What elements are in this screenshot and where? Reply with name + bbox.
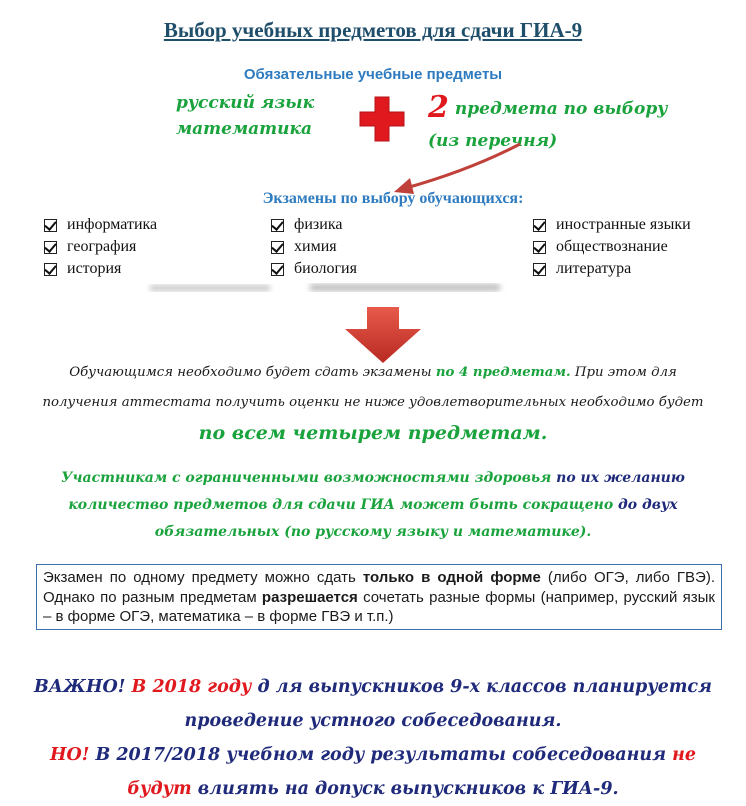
exams-heading: Экзамены по выбору обучающихся: (262, 190, 524, 207)
blurred-line (140, 280, 510, 298)
choice-text: предмета по выбору (454, 99, 668, 119)
exam-label: физика (294, 216, 343, 233)
text-span: до двух (613, 497, 678, 513)
highlight-span: по всем четырем предметам. (198, 422, 548, 444)
checkbox-checked-icon (533, 219, 546, 232)
requirements-paragraph (40, 358, 706, 451)
mandatory-subject-1: русский язык (176, 93, 315, 113)
red-span: НО! (49, 745, 90, 765)
exam-item (533, 258, 691, 280)
bold-span: только в одной форме (362, 569, 541, 586)
text-span: д ля выпускников 9-х классов планируется проведение устного собеседования. (184, 677, 712, 731)
checkbox-checked-icon (533, 241, 546, 254)
mandatory-subject-2: математика (176, 119, 313, 139)
exam-item (533, 214, 691, 236)
exam-label: литература (556, 260, 632, 277)
highlight-span: по 4 предметам. (435, 365, 571, 380)
exam-item (533, 236, 691, 258)
text-span: по их желанию (551, 470, 685, 486)
text-span: ВАЖНО! (34, 677, 126, 697)
checkbox-checked-icon (44, 241, 57, 254)
choice-number: 2 (428, 90, 449, 125)
down-arrow-icon (343, 305, 423, 365)
text-span: (либо ОГЭ, либо ГВЭ). Однако по разным предметам (43, 569, 715, 606)
exam-column-3 (533, 214, 691, 280)
mandatory-subjects (176, 90, 314, 142)
text-span: При этом для получения аттестата получить оценки не ниже удовлетворительных необходимо будет (42, 365, 704, 410)
red-span: В 2018 году (125, 677, 252, 697)
exam-label: иностранные языки (556, 216, 691, 233)
highlight-span: Участникам с ограниченными возможностями здоровья (61, 470, 552, 486)
checkbox-checked-icon (533, 263, 546, 276)
text-span: влиять на допуск выпускников к ГИА-9. (191, 779, 619, 799)
exam-label: география (67, 238, 137, 255)
mandatory-heading: Обязательные учебные предметы (243, 66, 503, 83)
exam-label: информатика (67, 216, 158, 233)
exam-item (44, 236, 157, 258)
important-notice (20, 670, 726, 806)
text-span: сочетать разные формы (например, русский язык – в форме ОГЭ, математика – в форме ГВЭ и т.п.) (43, 588, 715, 625)
exam-column-2 (271, 214, 357, 280)
text-span: В 2017/2018 учебном году результаты собеседования (89, 745, 673, 765)
exam-form-box (36, 564, 722, 630)
page-title: Выбор учебных предметов для сдачи ГИА-9 (163, 18, 583, 42)
text-span: Экзамен по одному предмету можно сдать (43, 569, 363, 586)
red-span: не будут (127, 745, 697, 799)
exam-label: история (67, 260, 122, 277)
text-span: Обучающимся необходимо будет сдать экзамены (69, 365, 436, 380)
checkbox-checked-icon (271, 241, 284, 254)
choice-note: (из перечня) (428, 131, 558, 151)
exam-item (44, 214, 157, 236)
exam-item (271, 236, 357, 258)
exam-label: обществознание (556, 238, 668, 255)
exam-item (271, 214, 357, 236)
highlight-span: обязательных (по русскому языку и математике). (154, 524, 592, 540)
red-plus-icon (358, 95, 406, 143)
bold-span: разрешается (261, 588, 358, 606)
disability-paragraph (40, 465, 706, 546)
checkbox-checked-icon (44, 219, 57, 232)
checkbox-checked-icon (44, 263, 57, 276)
checkbox-checked-icon (271, 219, 284, 232)
exam-item (271, 258, 357, 280)
exam-column-1 (44, 214, 157, 280)
exam-item (44, 258, 157, 280)
exam-label: химия (294, 238, 337, 255)
highlight-span: количество предметов для сдачи ГИА может быть сокращено (68, 497, 614, 513)
checkbox-checked-icon (271, 263, 284, 276)
exam-label: биология (294, 260, 357, 277)
